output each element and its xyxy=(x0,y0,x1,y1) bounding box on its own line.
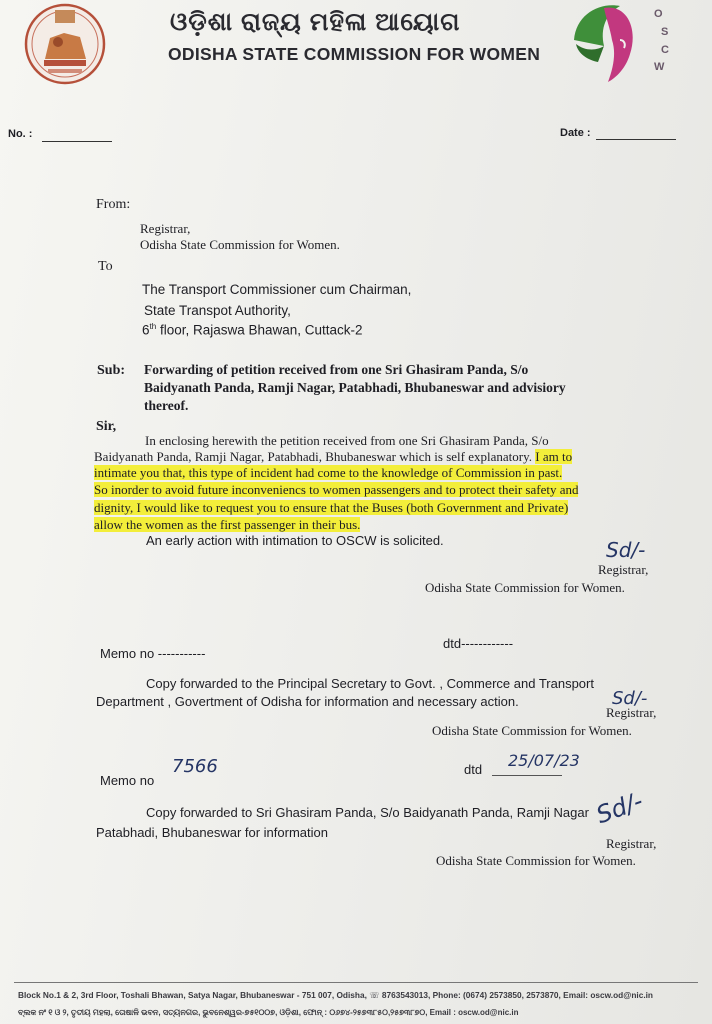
footer-divider xyxy=(14,982,698,983)
signatory-org-3: Odisha State Commission for Women. xyxy=(436,853,636,868)
memo-1-line-2: Department , Govertment of Odisha for information and necessary action. xyxy=(96,694,519,709)
subject-line-2: Baidyanath Panda, Ramji Nagar, Patabhadi, Bhubaneswar and advisiory xyxy=(144,380,566,395)
memo-1-dtd: dtd------------ xyxy=(443,636,514,651)
to-floor-number: 6 xyxy=(142,322,150,338)
memo-1-line-1: Copy forwarded to the Principal Secretary to Govt. , Commerce and Transport xyxy=(146,676,594,691)
oscw-logo-letter-w: W xyxy=(654,61,665,73)
signature-1: Sd/- xyxy=(606,538,646,562)
signatory-registrar-2: Registrar, xyxy=(606,705,657,720)
body-line-4-highlight: So inorder to avoid future inconveniencs to women passengers and to protect their safety and xyxy=(94,482,579,497)
footer-odia-address: ବ୍ଲକ ନଂ ୧ ଓ ୨, ତୃତୀୟ ମହଲା, ତୋଷାଳି ଭବନ, ସତ୍ୟନଗର, ଭୁବନେଶ୍ୱର-୭୫୧୦୦୭, ଓଡ଼ିଶା, ଫୋନ୍ : ୦୬୭୪-୨୫୭୩୮୫୦,୨୫୭୩୮୭୦, Email : oscw.od@nic.in xyxy=(18,1008,519,1017)
subject-line-3: thereof. xyxy=(144,398,189,413)
signatory-org-1: Odisha State Commission for Women. xyxy=(425,580,625,595)
odisha-emblem-logo xyxy=(22,2,108,86)
body-line-1: In enclosing herewith the petition received from one Sri Ghasiram Panda, S/o xyxy=(145,433,549,448)
memo-2-number-handwritten: 7566 xyxy=(172,756,218,777)
oscw-logo xyxy=(568,0,658,90)
to-line-3 xyxy=(142,322,363,338)
body-line-3-highlight: intimate you that, this type of incident had come to the knowledge of Commission in past. xyxy=(94,465,563,480)
salutation: Sir, xyxy=(96,419,117,434)
body-line-6-highlight: allow the women as the first passenger in their bus. xyxy=(94,517,361,532)
to-line-2: State Transpot Authority, xyxy=(144,303,291,318)
memo-2-label xyxy=(100,773,154,788)
body-line-4 xyxy=(94,482,578,498)
to-floor-suffix: th xyxy=(149,322,157,331)
date-label: Date : xyxy=(560,127,591,139)
oscw-logo-letter-c: C xyxy=(661,44,669,56)
date-line xyxy=(596,139,676,140)
body-line-2-plain: Baidyanath Panda, Ramji Nagar, Patabhadi, Bhubaneswar which is self explanatory. xyxy=(94,449,536,464)
oscw-logo-letter-s: S xyxy=(661,26,669,38)
signature-2: Sd/- xyxy=(612,688,648,709)
memo-2-date-handwritten: 25/07/23 xyxy=(508,751,580,770)
number-label: No. : xyxy=(8,128,33,140)
footer-english-address: Block No.1 & 2, 3rd Floor, Toshali Bhawan, Satya Nagar, Bhubaneswar - 751 007, Odisha, ☏ 8763543013, Phone: (0674) 2573850, 2573870, Email: oscw.od@nic.in xyxy=(18,990,653,1000)
body-line-5 xyxy=(94,500,568,516)
memo-2-dtd-line xyxy=(492,775,562,776)
memo-2-line-1: Copy forwarded to Sri Ghasiram Panda, S/o Baidyanath Panda, Ramji Nagar xyxy=(146,805,589,820)
to-label: To xyxy=(98,259,113,274)
body-line-5-highlight: dignity, I would like to request you to ensure that the Buses (both Government and Private) xyxy=(94,500,569,515)
signatory-registrar-1: Registrar, xyxy=(598,562,649,577)
signatory-org-2: Odisha State Commission for Women. xyxy=(432,723,632,738)
memo-2-dtd: dtd xyxy=(464,762,483,777)
subject-line-1: Forwarding of petition received from one Sri Ghasiram Panda, S/o xyxy=(144,362,529,377)
from-line-2: Odisha State Commission for Women. xyxy=(140,237,340,252)
signatory-registrar-3: Registrar, xyxy=(606,836,657,851)
from-line-1: Registrar, xyxy=(140,221,191,236)
memo-1-label: Memo no ----------- xyxy=(100,646,206,661)
body-line-6 xyxy=(94,517,360,533)
action-line: An early action with intimation to OSCW is solicited. xyxy=(146,533,444,548)
from-label: From: xyxy=(96,197,131,212)
to-floor-rest: floor, Rajaswa Bhawan, Cuttack-2 xyxy=(156,322,363,338)
header-odia-title: ଓଡ଼ିଶା ରାଜ୍ୟ ମହିଳା ଆୟୋଗ xyxy=(170,8,461,36)
memo-2-label-text: Memo no xyxy=(100,773,155,788)
signature-3: Sd/- xyxy=(592,786,647,830)
header-english-title: ODISHA STATE COMMISSION FOR WOMEN xyxy=(168,44,541,64)
subject-label: Sub: xyxy=(97,363,126,378)
number-line xyxy=(42,141,112,142)
oscw-logo-letter-o: O xyxy=(654,8,663,20)
memo-2-line-2: Patabhadi, Bhubaneswar for information xyxy=(96,825,328,840)
to-line-1: The Transport Commissioner cum Chairman, xyxy=(142,282,412,297)
body-line-2-highlight: I am to xyxy=(535,449,573,464)
body-line-3 xyxy=(94,465,562,481)
body-line-2 xyxy=(94,449,572,465)
